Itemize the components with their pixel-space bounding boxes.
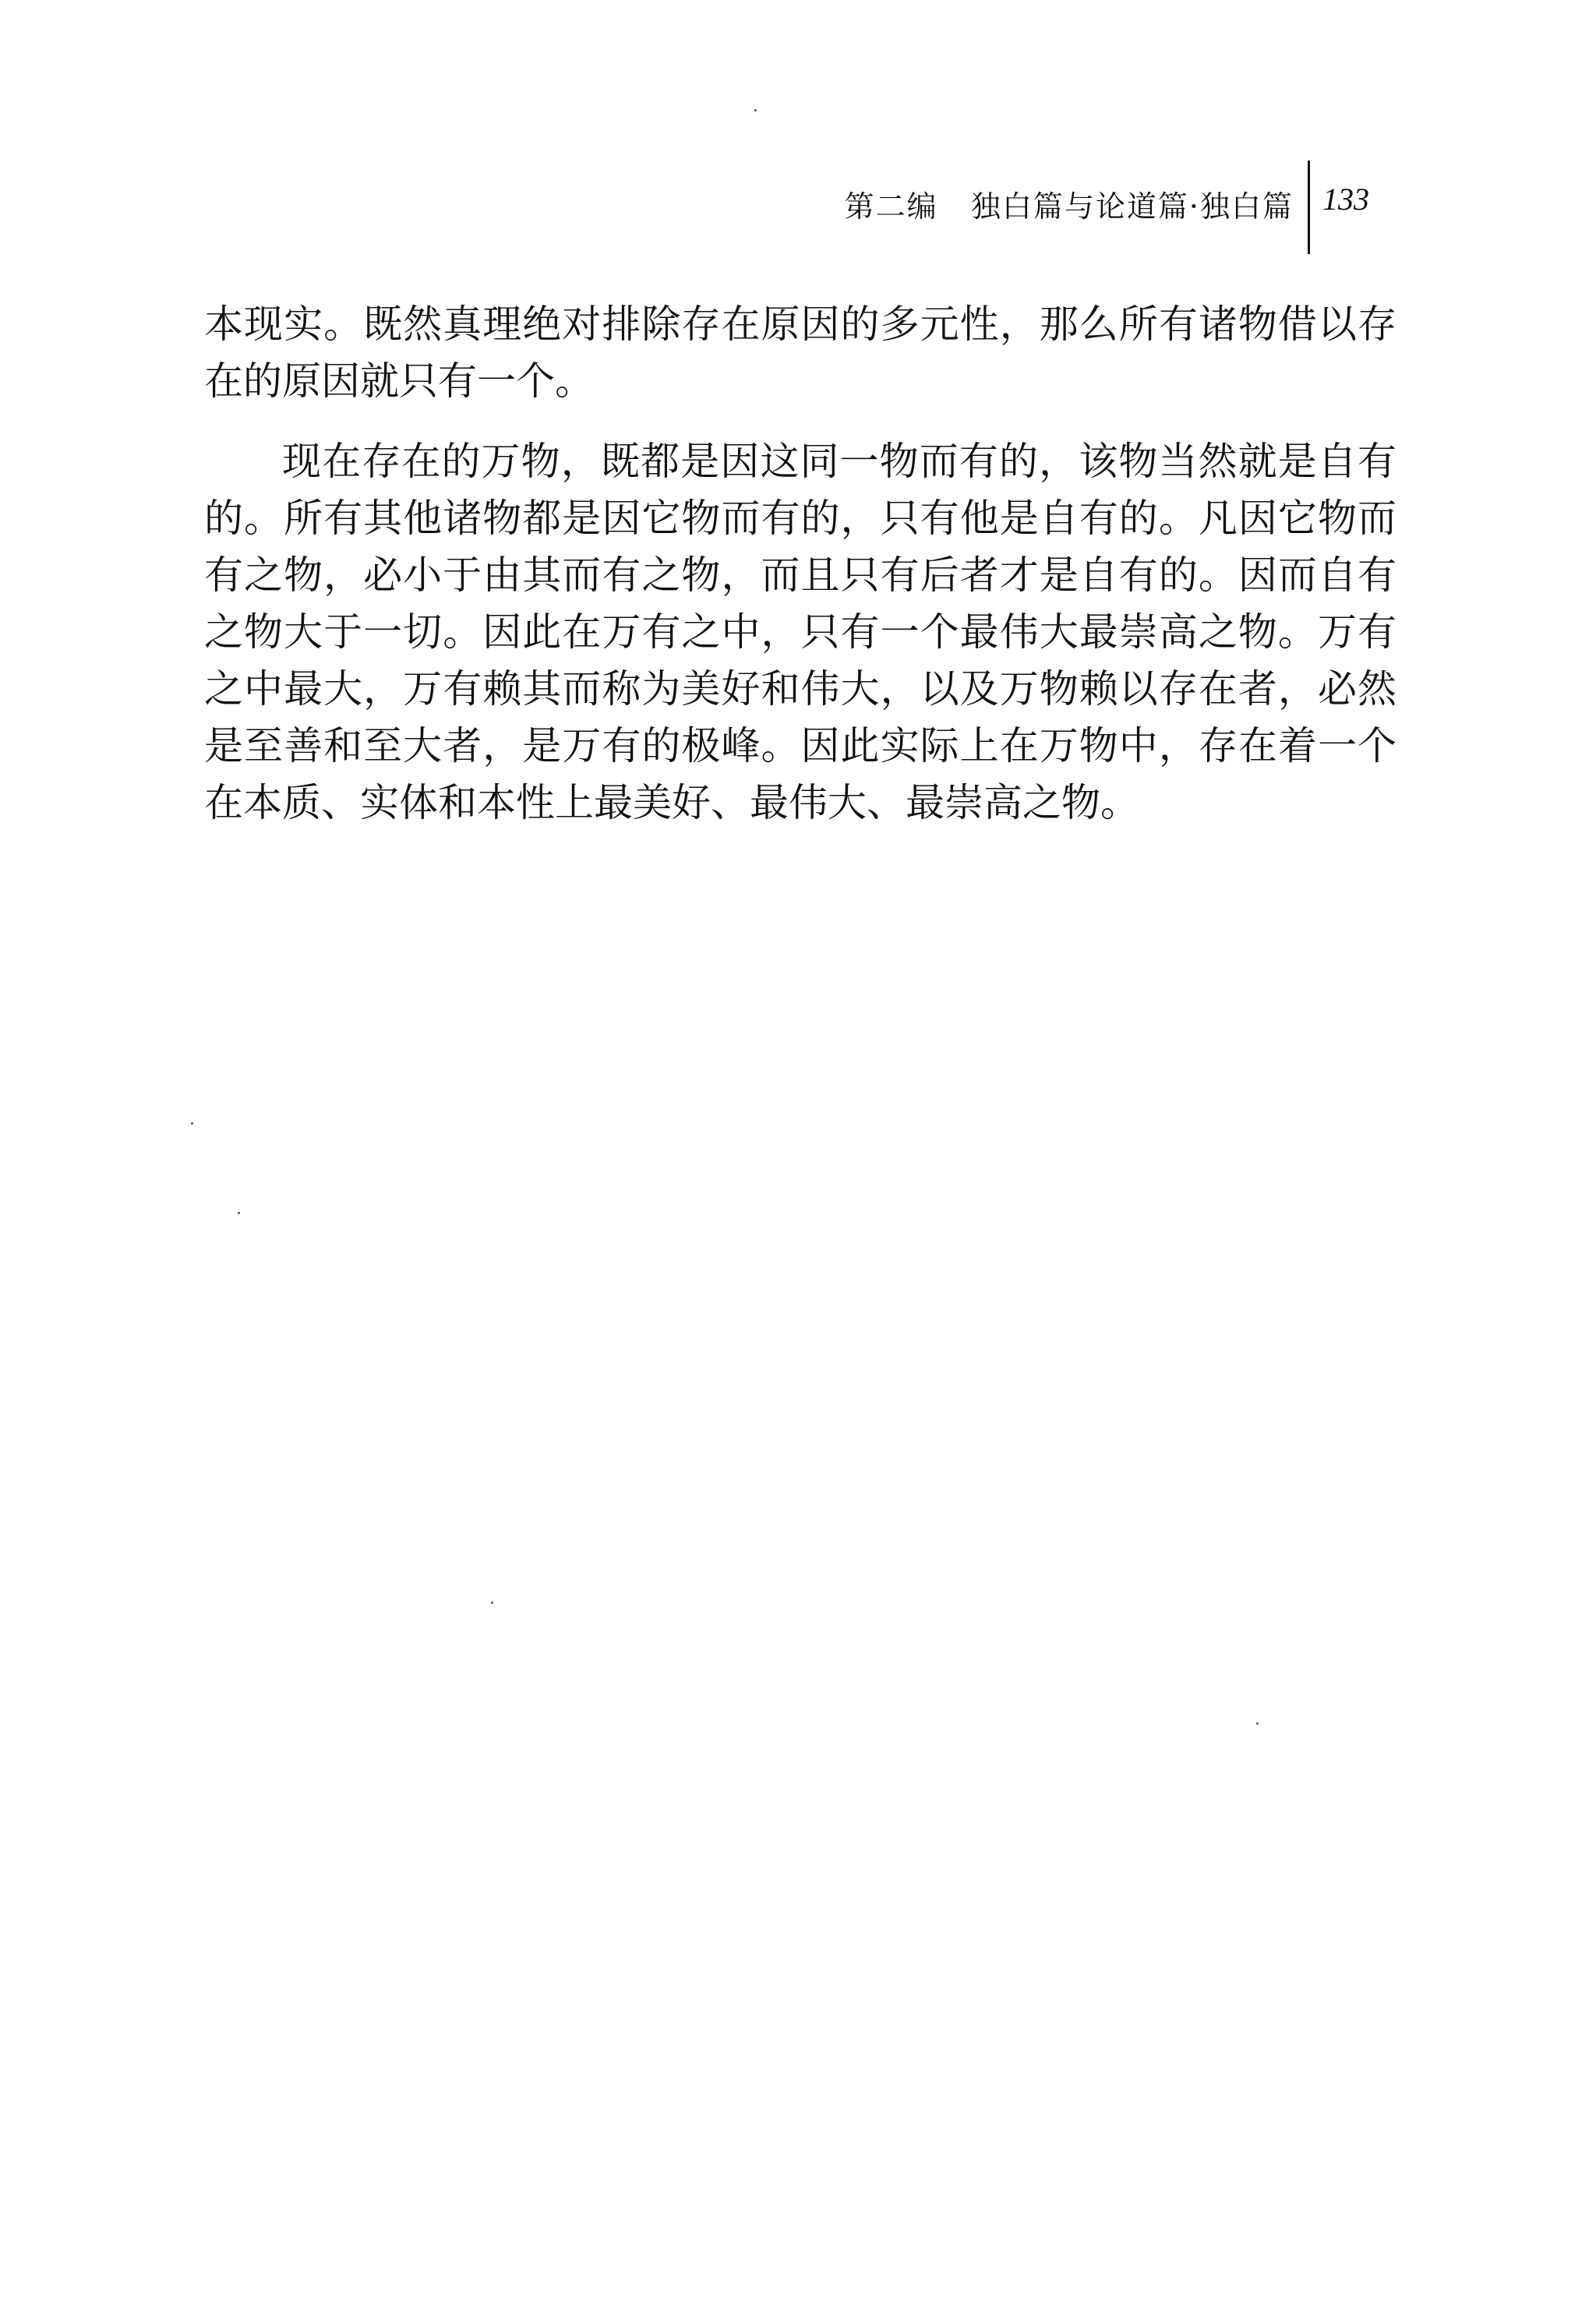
scan-speck bbox=[191, 1122, 193, 1125]
paragraph: 本现实。既然真理绝对排除存在原因的多元性，那么所有诸物借以存在的原因就只有一个。 bbox=[204, 302, 1396, 404]
header-divider bbox=[1308, 161, 1310, 254]
scan-speck bbox=[1256, 1722, 1259, 1725]
scan-speck bbox=[491, 1601, 493, 1604]
page-number: 133 bbox=[1322, 182, 1369, 217]
scan-speck bbox=[238, 1212, 240, 1214]
running-head bbox=[748, 178, 1294, 248]
scan-speck bbox=[754, 109, 757, 111]
running-head-title: 第二编 独白篇与论道篇·独白篇 bbox=[844, 189, 1294, 224]
body-text bbox=[204, 296, 1396, 832]
paragraph: 现在存在的万物，既都是因这同一物而有的，该物当然就是自有的。所有其他诸物都是因它物而有的，只有他是自有的。凡因它物而有之物，必小于由其而有之物，而且只有后者才是自有的。因而自有之物大于一切。因此在万有之中，只有一个最伟大最崇高之物。万有之中最大，万有赖其而称为美好和伟大，以及万物赖以存在者，必然是至善和至大者，是万有的极峰。因此实际上在万物中，存在着一个在本质、实体和本性上最美好、最伟大、最崇高之物。 bbox=[204, 439, 1396, 825]
